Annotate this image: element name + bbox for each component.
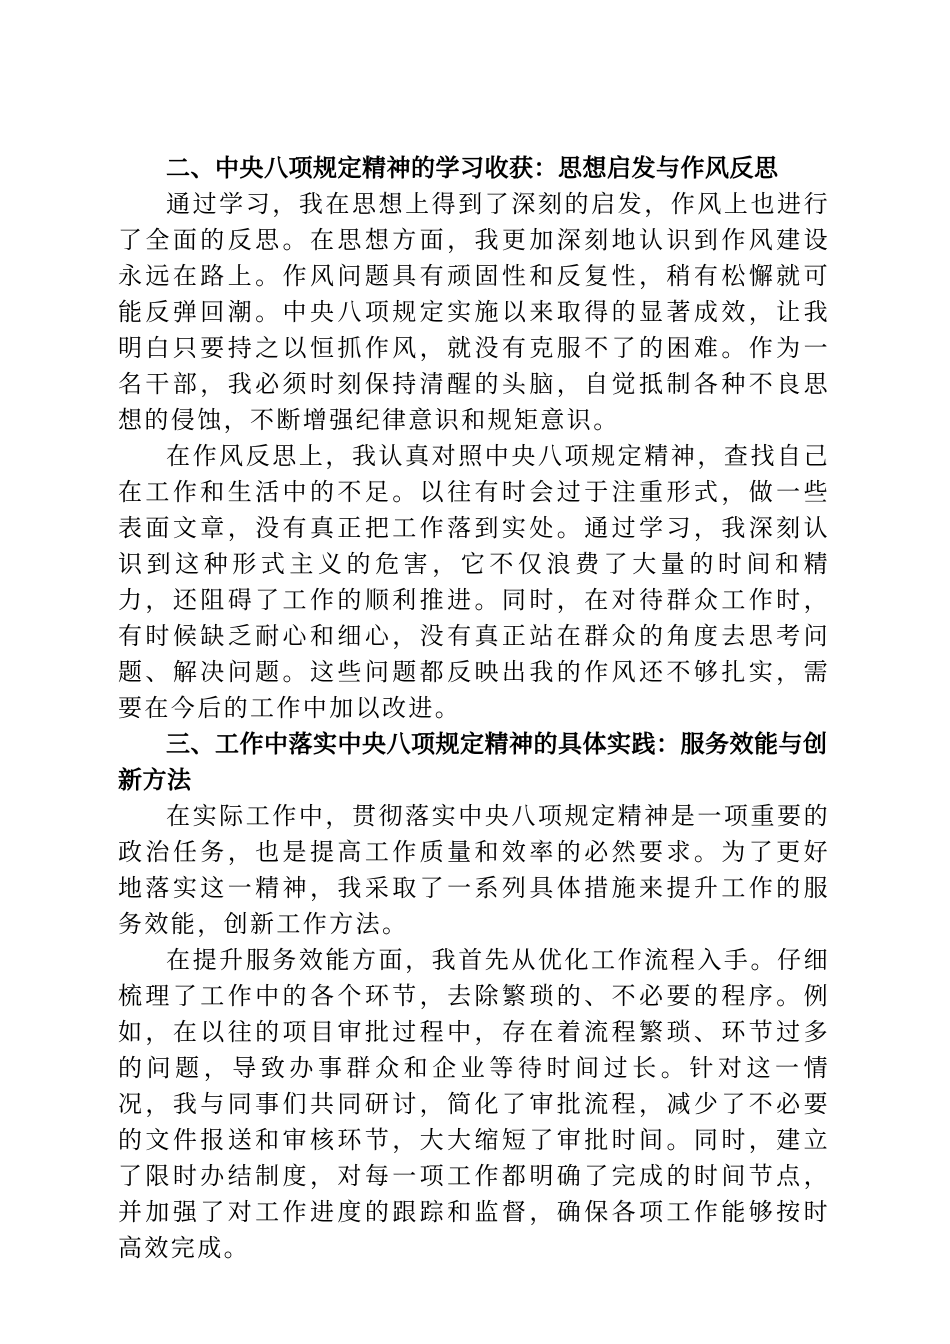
section-2-paragraph-1: 通过学习，我在思想上得到了深刻的启发，作风上也进行了全面的反思。在思想方面，我更加深刻地认识到作风建设永远在路上。作风问题具有顽固性和反复性，稍有松懈就可能反弹回潮。中央八项规定实施以来取得的显著成效，让我明白只要持之以恒抓作风，就没有克服不了的困难。作为一名干部，我必须时刻保持清醒的头脑，自觉抵制各种不良思想的侵蚀，不断增强纪律意识和规矩意识。 [118,190,830,434]
section-2-heading: 二、中央八项规定精神的学习收获：思想启发与作风反思 [166,154,779,182]
document-page [118,150,830,1266]
section-3-heading: 三、工作中落实中央八项规定精神的具体实践：服务效能与创新方法 [118,730,828,794]
section-3-paragraph-2: 在提升服务效能方面，我首先从优化工作流程入手。仔细梳理了工作中的各个环节，去除繁琐的、不必要的程序。例如，在以往的项目审批过程中，存在着流程繁琐、环节过多的问题，导致办事群众和企业等待时间过长。针对这一情况，我与同事们共同研讨，简化了审批流程，减少了不必要的文件报送和审核环节，大大缩短了审批时间。同时，建立了限时办结制度，对每一项工作都明确了完成的时间节点，并加强了对工作进度的跟踪和监督，确保各项工作能够按时高效完成。 [118,946,830,1262]
section-2-paragraph-2: 在作风反思上，我认真对照中央八项规定精神，查找自己在工作和生活中的不足。以往有时会过于注重形式，做一些表面文章，没有真正把工作落到实处。通过学习，我深刻认识到这种形式主义的危害，它不仅浪费了大量的时间和精力，还阻碍了工作的顺利推进。同时，在对待群众工作时，有时候缺乏耐心和细心，没有真正站在群众的角度去思考问题、解决问题。这些问题都反映出我的作风还不够扎实，需要在今后的工作中加以改进。 [118,442,830,722]
section-3-paragraph-1: 在实际工作中，贯彻落实中央八项规定精神是一项重要的政治任务，也是提高工作质量和效率的必然要求。为了更好地落实这一精神，我采取了一系列具体措施来提升工作的服务效能，创新工作方法。 [118,802,830,938]
